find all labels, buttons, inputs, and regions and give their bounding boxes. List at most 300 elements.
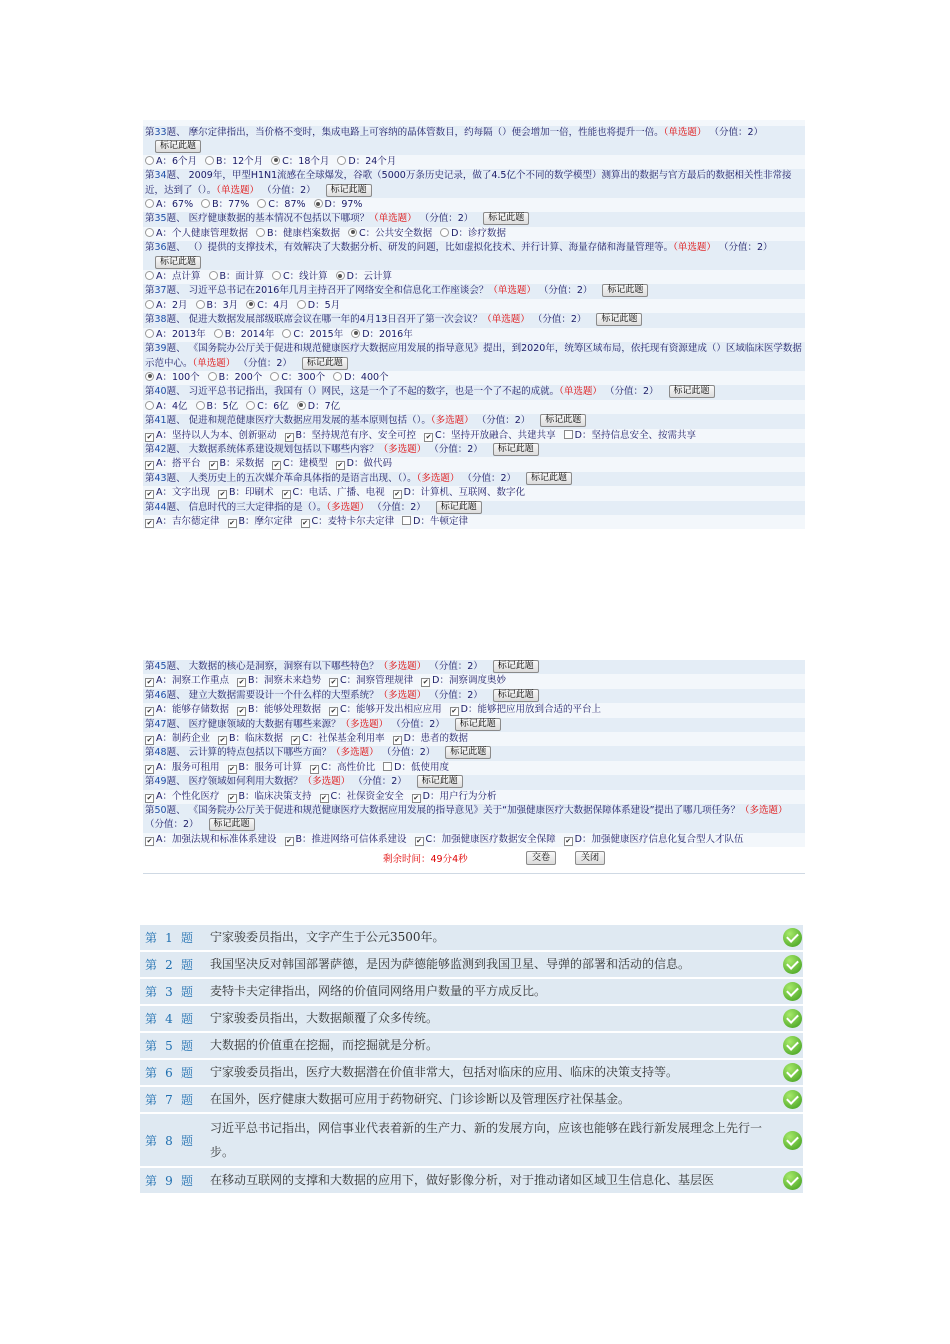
result-number-value: 3 <box>165 985 173 999</box>
radio-button[interactable] <box>208 372 217 381</box>
radio-button[interactable] <box>201 199 210 208</box>
question-number: 第33题、 <box>145 127 189 138</box>
radio-button[interactable] <box>297 300 306 309</box>
question-score: （分值：2） <box>391 718 445 730</box>
result-suffix: 题 <box>180 1066 193 1080</box>
checkbox[interactable] <box>564 430 573 439</box>
question-text <box>143 241 805 270</box>
question-stem: 《国务院办公厅关于促进和规范健康医疗大数据应用发展的指导意见》关于“加强健康医疗大数据保障体系建设”提出了哪几项任务？ <box>188 805 740 817</box>
question-text <box>143 804 805 833</box>
mark-question-button[interactable]: 标记此题 <box>596 313 642 326</box>
question-score: （分值：2） <box>145 819 199 831</box>
checkbox[interactable]: ✔ <box>238 678 245 687</box>
checkbox[interactable]: ✔ <box>146 764 153 773</box>
question-number-value: 36 <box>154 242 167 254</box>
option-label: D：97% <box>324 199 363 211</box>
option-label: D：做代码 <box>346 458 392 470</box>
checkbox[interactable]: ✔ <box>146 736 153 745</box>
option-label: D：诊疗数据 <box>451 227 506 239</box>
option-label: B：健康档案数据 <box>267 227 341 239</box>
checkbox[interactable]: ✔ <box>286 836 292 845</box>
mark-question-button[interactable]: 标记此题 <box>493 660 539 673</box>
result-suffix: 题 <box>180 1012 193 1026</box>
radio-button[interactable] <box>205 156 214 165</box>
answer-option[interactable] <box>333 371 388 385</box>
option-label: C：公共安全数据 <box>359 227 433 239</box>
mark-question-button[interactable]: 标记此题 <box>302 357 348 370</box>
answer-option[interactable] <box>412 790 497 804</box>
checkbox[interactable]: ✔ <box>394 736 401 745</box>
answer-option[interactable] <box>450 703 601 717</box>
result-status <box>781 1171 803 1190</box>
checkbox[interactable]: ✔ <box>146 707 153 716</box>
radio-button[interactable] <box>336 271 345 280</box>
answer-option[interactable] <box>271 155 329 169</box>
result-number-value: 2 <box>165 958 173 972</box>
answer-option[interactable] <box>145 457 201 471</box>
checkbox[interactable]: ✔ <box>146 793 153 802</box>
checkbox[interactable]: ✔ <box>238 707 245 716</box>
question-text <box>143 472 805 486</box>
checkbox[interactable]: ✔ <box>413 793 420 802</box>
mark-question-button[interactable]: 标记此题 <box>483 212 529 225</box>
result-number <box>140 983 204 1000</box>
answer-option[interactable] <box>237 674 321 688</box>
question-text <box>143 385 805 399</box>
result-number-value: 7 <box>165 1093 173 1107</box>
mark-question-button[interactable]: 标记此题 <box>526 472 572 485</box>
mark-question-button[interactable]: 标记此题 <box>445 746 491 759</box>
radio-button[interactable] <box>214 329 223 338</box>
radio-button[interactable] <box>256 228 265 237</box>
option-label: C：能够开发出相应应用 <box>340 704 442 716</box>
checkbox[interactable]: ✔ <box>330 678 337 687</box>
result-statement: 我国坚决反对韩国部署萨德，是因为萨德能够监测到我国卫星、导弹的部署和活动的信息。 <box>210 957 691 971</box>
answer-option[interactable] <box>393 732 468 746</box>
question-type: （多选题） <box>416 472 460 484</box>
radio-button[interactable] <box>257 199 266 208</box>
result-status <box>781 982 803 1001</box>
radio-button[interactable] <box>145 199 154 208</box>
answer-option[interactable] <box>314 198 363 212</box>
answer-option[interactable] <box>145 515 220 529</box>
question-stem: 大数据的核心是洞察，洞察有以下哪些特色？ <box>188 661 379 672</box>
question-type: （单选题） <box>488 285 536 297</box>
answer-option[interactable] <box>564 429 696 443</box>
checkbox[interactable]: ✔ <box>229 518 235 527</box>
answer-option[interactable] <box>145 674 229 688</box>
result-prefix: 第 <box>144 1133 157 1148</box>
checkbox[interactable]: ✔ <box>337 461 344 470</box>
answer-option[interactable] <box>145 328 206 342</box>
checkbox[interactable]: ✔ <box>422 678 429 687</box>
option-label: B：洞察未来趋势 <box>248 675 322 687</box>
checkbox[interactable]: ✔ <box>425 432 432 441</box>
checkbox[interactable]: ✔ <box>146 490 153 499</box>
result-status <box>781 1036 803 1055</box>
result-number <box>140 1172 204 1189</box>
question-stem: 大数据系统体系建设规划包括以下哪些内容？ <box>188 443 379 455</box>
radio-button[interactable] <box>282 329 291 338</box>
answer-option[interactable] <box>145 227 248 241</box>
question-number: 第44题、 <box>145 501 189 513</box>
checkbox[interactable]: ✔ <box>210 461 216 470</box>
answer-option[interactable] <box>402 515 468 529</box>
answer-option[interactable] <box>145 761 220 775</box>
answer-option[interactable] <box>218 732 283 746</box>
option-label: B：服务可计算 <box>238 761 303 773</box>
radio-button[interactable] <box>145 228 154 237</box>
option-label: B：能够处理数据 <box>248 704 322 716</box>
result-number <box>140 1037 204 1054</box>
answer-option[interactable] <box>282 328 343 342</box>
mark-question-button[interactable]: 标记此题 <box>417 775 463 788</box>
answer-option[interactable] <box>237 703 321 717</box>
answer-option[interactable] <box>145 299 188 313</box>
answer-option[interactable] <box>205 155 263 169</box>
answer-option[interactable] <box>145 732 210 746</box>
radio-button[interactable] <box>271 156 280 165</box>
question-stem: 信息时代的三大定律指的是（）。 <box>188 501 327 513</box>
checkbox[interactable]: ✔ <box>302 518 308 527</box>
answer-option[interactable] <box>285 833 407 847</box>
answer-option[interactable] <box>145 833 277 847</box>
question-stem: 《国务院办公厅关于促进和规范健康医疗大数据应用发展的指导意见》提出，到2020年，统筹区域布局，依托现有资源建成（）区域临床医学数据示范中心。 <box>145 343 802 369</box>
question-number: 第45题、 <box>145 661 189 672</box>
correct-check-icon <box>783 1171 802 1190</box>
radio-button[interactable] <box>196 300 205 309</box>
result-row <box>140 1087 803 1114</box>
answer-option[interactable] <box>246 299 289 313</box>
option-label: D：患者的数据 <box>403 733 468 745</box>
correct-check-icon <box>783 955 802 974</box>
answer-option[interactable] <box>228 515 293 529</box>
question-item <box>143 804 805 847</box>
radio-button[interactable] <box>297 401 306 410</box>
question-number: 第50题、 <box>145 805 189 817</box>
answer-option[interactable] <box>291 732 385 746</box>
options-row <box>143 833 805 847</box>
submit-exam-button[interactable]: 交卷 <box>526 851 556 865</box>
answer-option[interactable] <box>421 674 506 688</box>
question-number-value: 43 <box>154 472 167 484</box>
question-number: 第39题、 <box>145 343 189 355</box>
options-row <box>143 270 805 284</box>
radio-button[interactable] <box>145 300 154 309</box>
answer-option[interactable] <box>336 270 392 284</box>
question-number: 第36题、 <box>145 242 189 254</box>
options-row <box>143 328 805 342</box>
answer-option[interactable] <box>285 429 417 443</box>
option-label: A：2月 <box>156 299 188 311</box>
answer-option[interactable] <box>393 486 525 500</box>
answer-option[interactable] <box>297 400 340 414</box>
option-label: D：云计算 <box>346 271 392 283</box>
answer-option[interactable] <box>214 328 275 342</box>
option-label: C：高性价比 <box>321 761 376 773</box>
answer-option[interactable] <box>145 371 200 385</box>
correct-check-icon <box>783 1063 802 1082</box>
checkbox[interactable]: ✔ <box>394 490 401 499</box>
answer-option[interactable] <box>196 299 239 313</box>
question-number: 第41题、 <box>145 415 189 427</box>
answer-option[interactable] <box>272 270 328 284</box>
answer-option[interactable] <box>440 227 506 241</box>
checkbox[interactable]: ✔ <box>229 793 235 802</box>
radio-button[interactable] <box>270 372 279 381</box>
option-label: B：5亿 <box>206 400 239 412</box>
checkbox[interactable]: ✔ <box>321 793 327 802</box>
option-label: A：搭平台 <box>156 458 201 470</box>
checkbox[interactable]: ✔ <box>286 432 292 441</box>
question-number: 第40题、 <box>145 386 189 398</box>
checkbox[interactable]: ✔ <box>219 490 226 499</box>
question-item <box>143 313 805 342</box>
question-type: （单选题） <box>369 213 417 225</box>
question-item <box>143 689 805 718</box>
answer-option[interactable] <box>282 486 385 500</box>
mark-question-button[interactable]: 标记此题 <box>669 385 715 398</box>
correct-check-icon <box>783 928 802 947</box>
radio-button[interactable] <box>348 228 357 237</box>
answer-option[interactable] <box>336 457 392 471</box>
options-row <box>143 299 805 313</box>
result-suffix: 题 <box>180 931 193 945</box>
question-type: （单选题） <box>482 314 530 326</box>
mark-question-button[interactable]: 标记此题 <box>436 501 482 514</box>
checkbox[interactable]: ✔ <box>311 764 318 773</box>
question-type: （多选题） <box>340 718 389 730</box>
mark-question-button[interactable]: 标记此题 <box>209 818 255 831</box>
answer-option[interactable] <box>145 703 229 717</box>
answer-option[interactable] <box>201 198 249 212</box>
answer-option[interactable] <box>208 371 263 385</box>
options-row <box>143 674 805 688</box>
option-label: A：吉尔德定律 <box>156 515 220 527</box>
option-label: B：面计算 <box>219 271 265 283</box>
question-stem: 医疗领域如何利用大数据？ <box>188 776 303 788</box>
answer-option[interactable] <box>209 457 265 471</box>
checkbox[interactable]: ✔ <box>146 678 153 687</box>
question-number-value: 50 <box>154 805 167 817</box>
checkbox[interactable]: ✔ <box>283 490 289 499</box>
option-label: C：2015年 <box>293 328 344 340</box>
options-row <box>143 400 805 414</box>
question-text <box>143 689 805 703</box>
question-score: （分值：2） <box>604 386 659 398</box>
option-label: D：24个月 <box>348 155 397 167</box>
option-label: A：4亿 <box>156 400 188 412</box>
answer-option[interactable] <box>145 429 277 443</box>
options-row <box>143 155 805 169</box>
answer-option[interactable] <box>145 198 193 212</box>
radio-button[interactable] <box>337 156 346 165</box>
option-label: B：3月 <box>206 299 239 311</box>
mark-question-button[interactable]: 标记此题 <box>493 443 539 456</box>
checkbox[interactable]: ✔ <box>273 461 280 470</box>
mark-question-button[interactable]: 标记此题 <box>455 718 501 731</box>
option-label: A：洞察工作重点 <box>156 675 229 687</box>
option-label: B：推进网络可信体系建设 <box>295 833 407 845</box>
checkbox[interactable]: ✔ <box>146 432 153 441</box>
question-stem: 习近平总书记指出，我国有（）网民，这是一个了不起的数字，也是一个了不起的成就。 <box>188 386 560 398</box>
radio-button[interactable] <box>145 401 154 410</box>
option-label: A：坚持以人为本、创新驱动 <box>156 429 277 441</box>
answer-option[interactable] <box>272 457 328 471</box>
radio-button[interactable] <box>314 199 323 208</box>
mark-question-button[interactable]: 标记此题 <box>602 284 648 297</box>
answer-option[interactable] <box>257 198 305 212</box>
result-statement: 宁家骏委员指出，大数据颠覆了众多传统。 <box>210 1011 439 1025</box>
radio-button[interactable] <box>209 271 218 280</box>
radio-button[interactable] <box>246 401 255 410</box>
question-item <box>143 472 805 501</box>
radio-button[interactable] <box>246 300 255 309</box>
question-number: 第43题、 <box>145 472 189 484</box>
question-number: 第49题、 <box>145 776 189 788</box>
options-row <box>143 761 805 775</box>
answer-option[interactable] <box>310 761 375 775</box>
answer-option[interactable] <box>329 674 413 688</box>
option-label: C：6亿 <box>257 400 289 412</box>
answer-option[interactable] <box>348 227 432 241</box>
radio-button[interactable] <box>145 329 154 338</box>
option-label: A：6个月 <box>156 155 198 167</box>
checkbox[interactable]: ✔ <box>146 836 153 845</box>
radio-button[interactable] <box>196 401 205 410</box>
result-prefix: 第 <box>144 1012 157 1026</box>
option-label: A：2013年 <box>156 328 206 340</box>
answer-option[interactable] <box>145 486 210 500</box>
radio-button[interactable] <box>145 156 154 165</box>
result-number-value: 1 <box>165 931 173 945</box>
checkbox[interactable]: ✔ <box>146 461 153 470</box>
option-label: C：社保资金安全 <box>330 790 404 802</box>
question-stem: （）提供的支撑技术，有效解决了大数据分析、研发的问题，比如虚拟化技术、并行计算、海量存储和海量管理等。 <box>188 242 674 254</box>
option-label: D：400个 <box>344 371 389 383</box>
checkbox[interactable]: ✔ <box>451 707 458 716</box>
question-score: （分值：2） <box>262 184 316 196</box>
answer-option[interactable] <box>351 328 413 342</box>
option-label: D：7亿 <box>307 400 341 412</box>
question-score: （分值：2） <box>429 443 483 455</box>
options-row <box>143 227 805 241</box>
answer-option[interactable] <box>415 833 556 847</box>
answer-option[interactable] <box>246 400 289 414</box>
option-label: C：加强健康医疗数据安全保障 <box>425 833 556 845</box>
answer-option[interactable] <box>209 270 265 284</box>
checkbox[interactable] <box>383 762 392 771</box>
checkbox[interactable]: ✔ <box>146 518 153 527</box>
question-type: （多选题） <box>740 805 788 817</box>
radio-button[interactable] <box>440 228 449 237</box>
mark-question-button[interactable]: 标记此题 <box>540 414 586 427</box>
radio-button[interactable] <box>145 271 154 280</box>
checkbox[interactable] <box>402 516 411 525</box>
question-item <box>143 660 805 689</box>
question-text <box>143 342 805 371</box>
correct-check-icon <box>783 1036 802 1055</box>
question-score: （分值：2） <box>429 689 483 701</box>
answer-option[interactable] <box>218 486 274 500</box>
result-row <box>140 979 803 1006</box>
question-item <box>143 718 805 747</box>
checkbox[interactable]: ✔ <box>330 707 337 716</box>
radio-button[interactable] <box>272 271 281 280</box>
radio-button[interactable] <box>333 372 342 381</box>
option-label: C：麦特卡尔夫定律 <box>311 515 395 527</box>
answer-option[interactable] <box>564 833 744 847</box>
answer-option[interactable] <box>256 227 340 241</box>
options-row <box>143 429 805 443</box>
question-type: （多选题） <box>302 776 351 788</box>
option-label: B：印刷术 <box>229 487 274 499</box>
answer-option[interactable] <box>383 761 449 775</box>
question-number: 第34题、 <box>145 170 189 182</box>
result-statement: 在移动互联网的支撑和大数据的应用下，做好影像分析，对于推动诸如区域卫生信息化、基层医 <box>210 1173 715 1187</box>
question-text <box>143 443 805 457</box>
answer-option[interactable] <box>228 790 312 804</box>
answer-option[interactable] <box>337 155 396 169</box>
answer-option[interactable] <box>228 761 303 775</box>
option-label: B：200个 <box>218 371 263 383</box>
mark-question-button[interactable]: 标记此题 <box>493 689 539 702</box>
answer-option[interactable] <box>301 515 395 529</box>
option-label: A：个性化医疗 <box>156 790 220 802</box>
checkbox[interactable]: ✔ <box>565 836 572 845</box>
radio-button[interactable] <box>145 372 154 381</box>
radio-button[interactable] <box>351 329 360 338</box>
question-stem: 人类历史上的五次媒介革命具体指的是语言出现、（）。 <box>188 472 417 484</box>
close-button[interactable]: 关闭 <box>575 851 605 865</box>
result-number <box>140 956 204 973</box>
question-score: （分值：2） <box>538 285 593 297</box>
question-number-value: 47 <box>154 718 167 730</box>
result-statement: 麦特卡夫定律指出，网络的价值同网络用户数量的平方成反比。 <box>210 984 547 998</box>
result-statement: 大数据的价值重在挖掘，而挖掘就是分析。 <box>210 1038 439 1052</box>
answer-option[interactable] <box>145 790 220 804</box>
question-score: （分值：2） <box>718 242 773 254</box>
options-row <box>143 457 805 471</box>
question-score: （分值：2） <box>381 747 436 759</box>
mark-question-button[interactable]: 标记此题 <box>326 184 372 197</box>
answer-option[interactable] <box>145 155 197 169</box>
answer-option[interactable] <box>196 400 239 414</box>
result-number <box>140 1132 204 1149</box>
question-type: （单选题） <box>663 127 707 138</box>
answer-option[interactable] <box>297 299 340 313</box>
question-type: （单选题） <box>192 357 236 369</box>
checkbox[interactable]: ✔ <box>219 736 226 745</box>
mark-question-button[interactable]: 标记此题 <box>155 256 201 269</box>
option-label: B：临床决策支持 <box>238 790 312 802</box>
result-suffix: 题 <box>180 958 193 972</box>
answer-option[interactable] <box>424 429 556 443</box>
option-label: D：计算机、互联网、数字化 <box>403 487 525 499</box>
answer-option[interactable] <box>320 790 404 804</box>
question-number: 第47题、 <box>145 718 189 730</box>
checkbox[interactable]: ✔ <box>229 764 235 773</box>
answer-option[interactable] <box>145 270 201 284</box>
mark-question-button[interactable]: 标记此题 <box>155 140 201 153</box>
result-number-value: 5 <box>165 1039 173 1053</box>
answer-option[interactable] <box>145 400 188 414</box>
checkbox[interactable]: ✔ <box>416 836 422 845</box>
question-number-value: 41 <box>154 415 167 427</box>
answer-option[interactable] <box>329 703 442 717</box>
answer-option[interactable] <box>270 371 325 385</box>
checkbox[interactable]: ✔ <box>292 736 299 745</box>
